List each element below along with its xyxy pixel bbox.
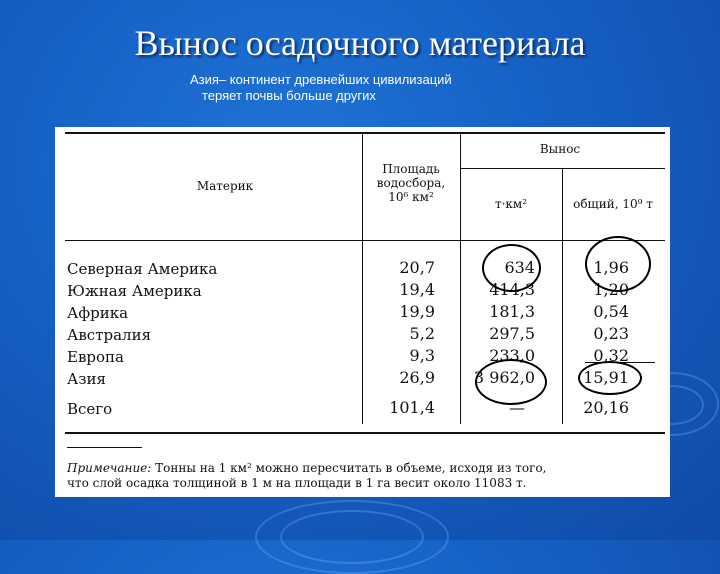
column-divider	[460, 134, 461, 424]
continent-name: Южная Америка	[67, 282, 202, 300]
continent-name: Азия	[67, 370, 107, 388]
continent-name: Северная Америка	[67, 260, 218, 278]
total-value: 1,20	[593, 280, 629, 299]
header-bottom-rule	[65, 240, 665, 241]
header-removal: Вынос	[539, 142, 581, 156]
handdrawn-circle	[585, 236, 651, 292]
footnote-line-2: что слой осадка толщиной в 1 м на площади в 1 га весит около 11083 т.	[67, 476, 527, 490]
continent-name: Австралия	[67, 326, 152, 344]
header-continent: Материк	[196, 179, 254, 193]
continent-name: Европа	[67, 348, 124, 366]
header-total: общий, 10⁹ т	[573, 197, 653, 211]
area-total-value: 101,4	[389, 398, 435, 417]
area-value: 9,3	[409, 346, 435, 365]
table-bottom-rule	[65, 432, 665, 434]
continent-name: Африка	[67, 304, 129, 322]
area-value: 19,4	[399, 280, 435, 299]
footnote-label: Примечание:	[67, 461, 152, 475]
area-value: 26,9	[399, 368, 435, 387]
tkm-value: 181,3	[489, 302, 535, 321]
tkm-value: 414,3	[489, 280, 535, 299]
total-value: 0,23	[593, 324, 629, 343]
total-value: 0,54	[593, 302, 629, 321]
slide-subtitle	[190, 72, 452, 104]
area-value: 19,9	[399, 302, 435, 321]
total-value: 1,96	[593, 258, 629, 277]
area-value: 5,2	[409, 324, 435, 343]
subheader-rule	[460, 168, 665, 169]
tkm-value: 233,0	[489, 346, 535, 365]
tkm-value: 297,5	[489, 324, 535, 343]
table-footnote	[67, 461, 546, 491]
subtitle-line-2: теряет почвы больше других	[202, 88, 376, 103]
handdrawn-circle	[482, 244, 541, 292]
scanned-table-image	[55, 127, 670, 497]
tkm-value: 634	[504, 258, 535, 277]
header-tkm: т·км²	[494, 197, 528, 211]
handdrawn-circle	[578, 361, 642, 395]
header-area: Площадь водосбора, 10⁶ км²	[376, 162, 446, 204]
total-label: Всего	[67, 400, 113, 418]
tkm-total-value: —	[509, 398, 525, 417]
total-sum-value: 20,16	[583, 398, 629, 417]
ripple-decoration	[280, 510, 424, 564]
area-value: 20,7	[399, 258, 435, 277]
slide-title: Вынос осадочного материала	[134, 23, 586, 63]
column-divider	[362, 134, 363, 424]
total-value: 0,32	[593, 346, 629, 365]
subtitle-line-1: Азия– континент древнейших цивилизаций	[190, 72, 452, 87]
tkm-value: 3 962,0	[473, 368, 535, 387]
total-value: 15,91	[583, 368, 629, 387]
note-separator	[67, 447, 142, 448]
table-top-rule	[65, 132, 665, 134]
handdrawn-circle	[475, 359, 547, 405]
footnote-line-1: Тонны на 1 км² можно пересчитать в объеме, исходя из того,	[151, 461, 547, 475]
